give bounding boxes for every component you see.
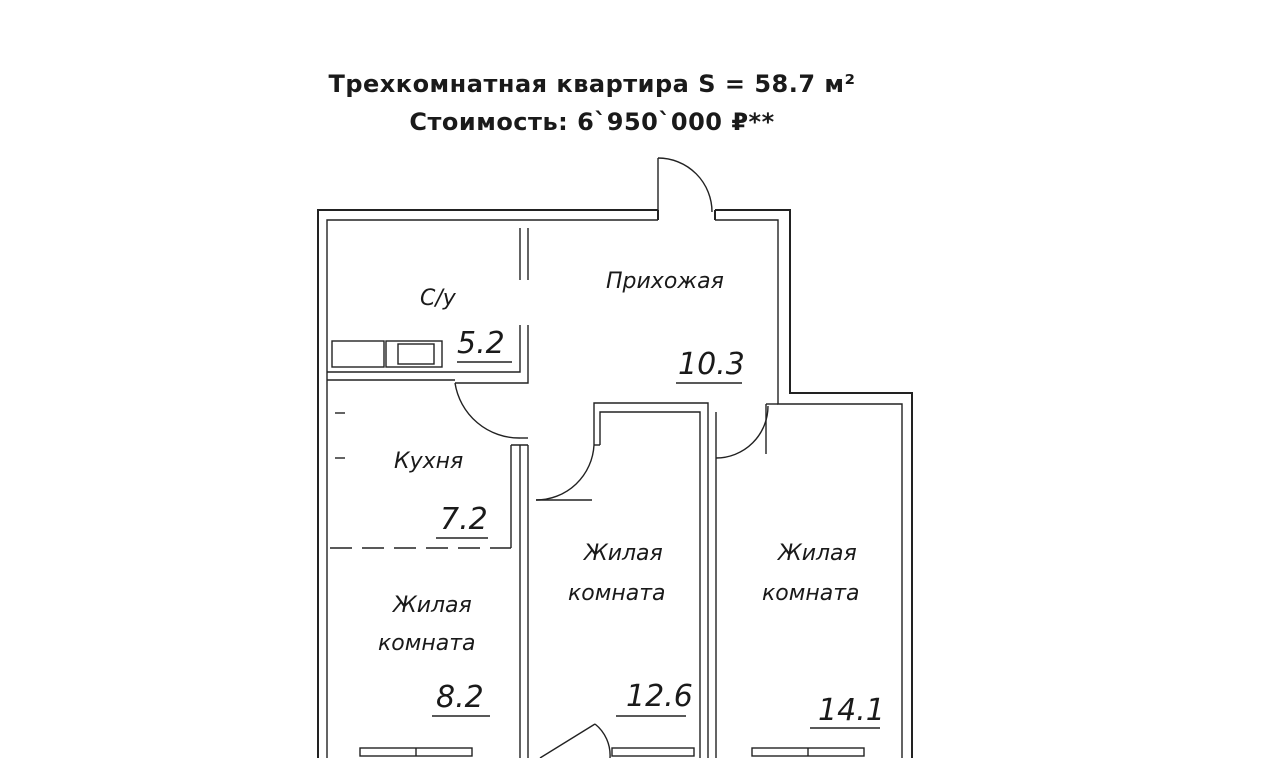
plan-price: Стоимость: 6`950`000 ₽** xyxy=(409,108,775,136)
kitchen-name: Кухня xyxy=(394,449,464,474)
room-left xyxy=(378,593,490,716)
hallway-area: 10.3 xyxy=(678,347,745,382)
room-right xyxy=(762,541,885,728)
kitchen-area: 7.2 xyxy=(440,502,488,537)
room-center-name-line2: комната xyxy=(568,581,666,606)
center-door-swing xyxy=(536,445,594,500)
room-left-name-line2: комната xyxy=(378,631,476,656)
room-right-name-line1: Жилая xyxy=(778,541,857,566)
room-center xyxy=(568,541,693,716)
room-right-area: 14.1 xyxy=(818,693,885,728)
inner-face-left xyxy=(327,220,658,758)
outer-wall-right xyxy=(715,210,912,758)
bathroom-area: 5.2 xyxy=(457,326,505,361)
room-hallway xyxy=(606,269,745,383)
bathroom-door-swing xyxy=(455,383,520,438)
hallway-name: Прихожая xyxy=(606,269,724,294)
entrance-door-swing xyxy=(658,158,712,212)
room-center-name-line1: Жилая xyxy=(584,541,663,566)
room-left-area: 8.2 xyxy=(436,680,484,715)
room-left-name-line1: Жилая xyxy=(393,593,472,618)
window-center xyxy=(612,748,694,756)
bottom-door-swing xyxy=(595,724,610,758)
plan-title: Трехкомнатная квартира S = 58.7 м² xyxy=(328,70,856,98)
room-center-area: 12.6 xyxy=(626,679,693,714)
bottom-door xyxy=(540,724,610,758)
inner-face-right xyxy=(715,220,902,758)
bottom-door-leaf xyxy=(540,724,595,758)
room-right-name-line2: комната xyxy=(762,581,860,606)
room-kitchen xyxy=(394,449,488,538)
bathroom-name: С/у xyxy=(420,286,456,311)
windows xyxy=(360,748,864,756)
sink-basin xyxy=(398,344,434,364)
bathtub-fixture xyxy=(332,341,384,367)
entrance-door xyxy=(658,158,712,212)
right-door-swing xyxy=(716,406,768,458)
